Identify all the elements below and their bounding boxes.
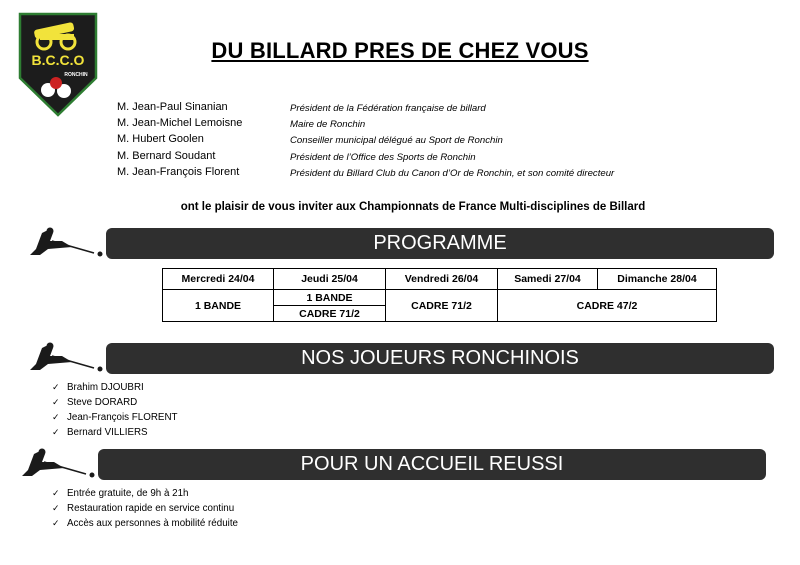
check-icon: ✓ xyxy=(52,518,60,528)
check-icon: ✓ xyxy=(52,488,60,498)
host-role: Président de l’Office des Sports de Ronchin xyxy=(290,151,476,163)
player-name: Jean-François FLORENT xyxy=(67,412,178,423)
host-role: Maire de Ronchin xyxy=(290,119,366,131)
player-name: Steve DORARD xyxy=(67,397,138,408)
host-name: M. Jean-Paul Sinanian xyxy=(117,101,228,113)
table-header-cell: Jeudi 25/04 xyxy=(274,269,386,290)
table-cell: 1 BANDE xyxy=(163,290,274,322)
table-cell: CADRE 47/2 xyxy=(498,290,717,322)
page-title: DU BILLARD PRES DE CHEZ VOUS xyxy=(211,38,589,63)
logo-text: B.C.C.O xyxy=(31,52,85,68)
host-role: Président du Billard Club du Canon d’Or de Ronchin, et son comité directeur xyxy=(290,167,615,179)
table-cell: CADRE 71/2 xyxy=(386,290,498,322)
table-cell: 1 BANDE xyxy=(274,290,386,306)
club-shield-icon xyxy=(18,12,98,117)
player-name: Brahim DJOUBRI xyxy=(67,382,144,393)
billiard-player-icon xyxy=(20,448,98,478)
table-row xyxy=(163,290,717,306)
table-header-cell: Samedi 27/04 xyxy=(498,269,598,290)
table-header-cell: Mercredi 24/04 xyxy=(163,269,274,290)
host-role: Conseiller municipal délégué au Sport de Ronchin xyxy=(290,135,503,147)
player-name: Bernard VILLIERS xyxy=(67,427,148,438)
table-header-cell: Vendredi 26/04 xyxy=(386,269,498,290)
logo-subtext: RONCHIN xyxy=(64,72,88,78)
check-icon: ✓ xyxy=(52,397,60,407)
table-row xyxy=(163,269,717,290)
host-name: M. Jean-François Florent xyxy=(117,165,240,178)
check-icon: ✓ xyxy=(52,382,60,392)
billiard-player-icon xyxy=(28,342,106,372)
club-logo xyxy=(18,12,98,117)
table-cell: CADRE 71/2 xyxy=(274,306,386,322)
section-banner-joueurs: NOS JOUEURS RONCHINOIS xyxy=(106,343,774,374)
programme-table xyxy=(162,268,717,322)
invitation-text: ont le plaisir de vous inviter aux Championnats de France Multi-disciplines de Billard xyxy=(180,201,646,213)
check-icon: ✓ xyxy=(52,427,60,437)
welcome-item: Accès aux personnes à mobilité réduite xyxy=(67,518,238,529)
host-name: M. Bernard Soudant xyxy=(117,149,216,162)
welcome-item: Restauration rapide en service continu xyxy=(67,503,235,514)
section-banner-accueil: POUR UN ACCUEIL REUSSI xyxy=(98,449,766,480)
section-banner-programme: PROGRAMME xyxy=(106,228,774,259)
host-role: Président de la Fédération française de billard xyxy=(290,103,486,114)
billiard-player-icon xyxy=(28,227,106,257)
host-name: M. Jean-Michel Lemoisne xyxy=(117,117,243,130)
check-icon: ✓ xyxy=(52,503,60,513)
welcome-item: Entrée gratuite, de 9h à 21h xyxy=(67,488,189,499)
table-header-cell: Dimanche 28/04 xyxy=(597,269,716,290)
host-name: M. Hubert Goolen xyxy=(117,133,204,146)
check-icon: ✓ xyxy=(52,412,60,422)
